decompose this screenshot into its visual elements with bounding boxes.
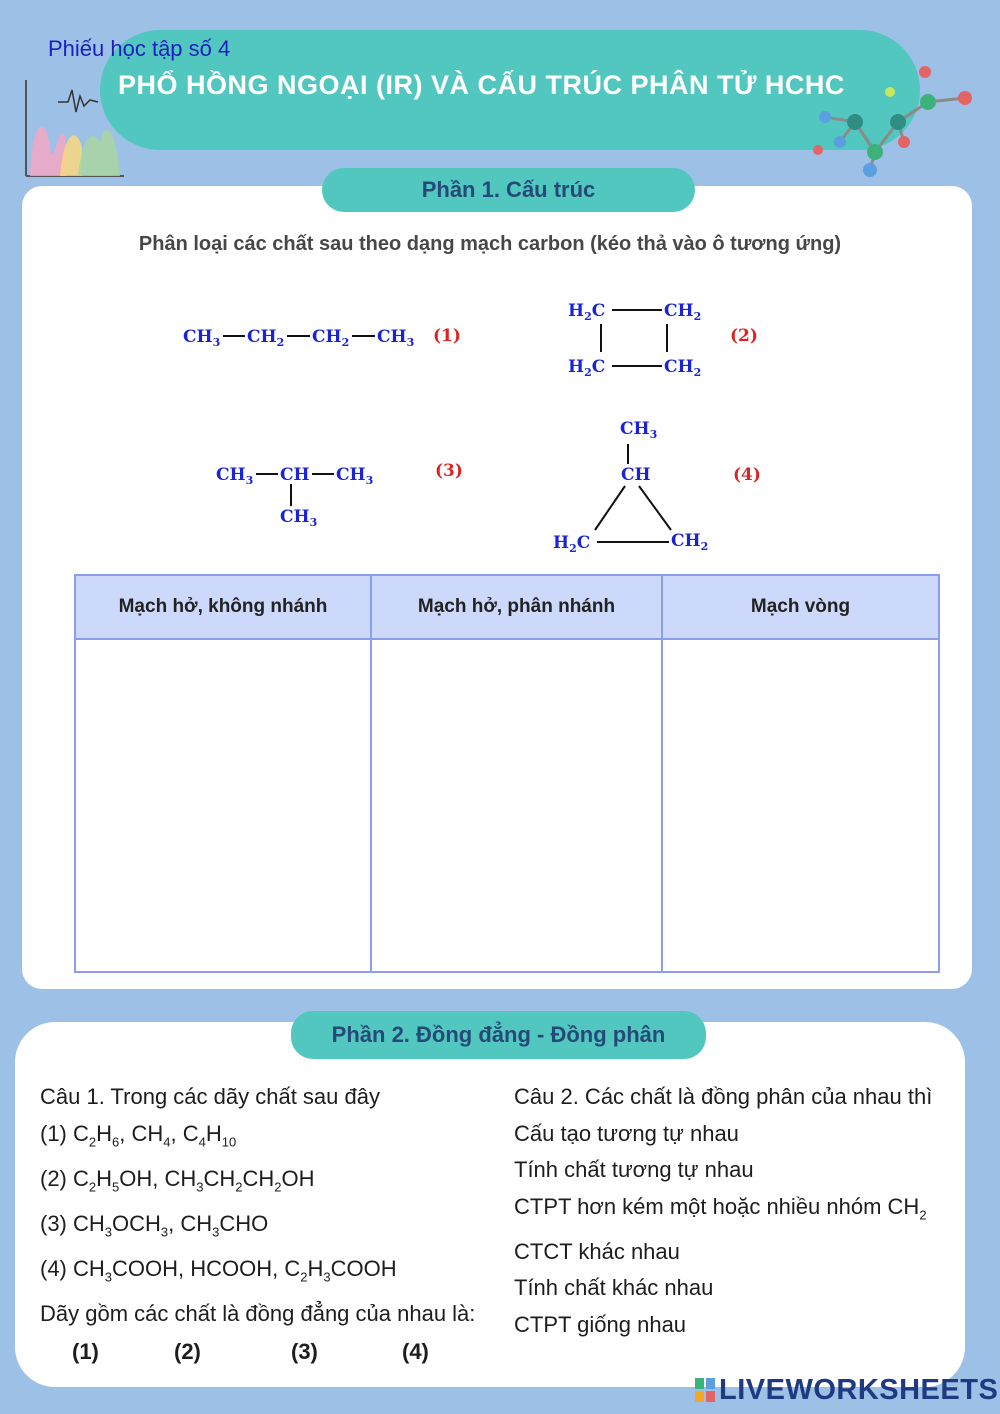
structure-3-label: (3) [435,461,463,481]
question-1-prompt: Dãy gồm các chất là đồng đẳng của nhau là: [40,1300,476,1326]
part2-heading: Phần 2. Đồng đẳng - Đồng phân [291,1011,706,1059]
svg-text:CH2: $CH_2$ [247,327,285,349]
series-1: (1) $C_2H_6$, $CH_4$, $C_4H_{10}$ [40,1120,237,1149]
svg-text:CH3: $CH_3$ [377,327,415,349]
svg-text:CH2: $CH_2$ [671,531,709,553]
structure-3[interactable] [208,456,478,532]
molecule-icon [800,62,980,184]
brand-name: LIVEWORKSHEETS [719,1374,999,1406]
column-header-open-branched: Mạch hở, phân nhánh [372,576,663,640]
ir-spectrum-icon [20,78,130,180]
column-header-open-unbranched: Mạch hở, không nhánh [76,576,372,640]
drop-zone-open-unbranched[interactable] [76,640,372,971]
svg-text:H2C: $H_2C$ [553,533,591,555]
svg-text:CH: CH [621,465,651,485]
classification-table [74,574,940,973]
series-4: (4) $CH_3COOH$, HCOOH, $C_2H_3COOH$ [40,1255,397,1284]
instruction-text: Phân loại các chất sau theo dạng mạch carbon (kéo thả vào ô tương ứng) [138,233,842,255]
svg-text:CH3: $CH_3$ [280,507,318,529]
series-3: (3) $CH_3OCH_3$, $CH_3CHO$ [40,1210,269,1239]
choice-3[interactable]: CTPT hơn kém một hoặc nhiều nhóm $CH_2$ [514,1193,927,1223]
structure-2-label: (2) [730,326,758,346]
svg-text:CH3: $CH_3$ [620,419,658,441]
sheet-label: Phiếu học tập số 4 [48,36,231,61]
page-title: PHỔ HỒNG NGOẠI (IR) VÀ CẤU TRÚC PHÂN TỬ HCHC [118,70,845,100]
question-1 [40,1079,475,1372]
svg-text:CH2: $CH_2$ [664,301,702,323]
option-4[interactable]: (4) [402,1339,429,1365]
svg-text:CH3: $CH_3$ [336,465,374,487]
choice-2[interactable]: Tính chất tương tự nhau [514,1157,754,1183]
column-header-cyclic: Mạch vòng [663,576,938,640]
option-2[interactable]: (2) [174,1339,201,1365]
option-1[interactable]: (1) [72,1339,99,1365]
option-3[interactable]: (3) [291,1339,318,1365]
svg-text:CH2: $CH_2$ [664,357,702,379]
question-2-title: Câu 2. Các chất là đồng phân của nhau thì [514,1084,933,1109]
svg-text:H2C: $H_2C$ [568,301,606,323]
choice-5[interactable]: Tính chất khác nhau [514,1275,714,1301]
question-2 [514,1079,932,1344]
choice-4[interactable]: CTCT khác nhau [514,1238,680,1264]
part1-heading: Phần 1. Cấu trúc [322,168,695,212]
series-2: (2) $C_2H_5OH$, $CH_3CH_2CH_2OH$ [40,1165,315,1194]
drop-zone-open-branched[interactable] [372,640,663,971]
choice-1[interactable]: Cấu tạo tương tự nhau [514,1120,739,1146]
structure-4[interactable] [545,412,785,558]
question-1-options [40,1332,475,1372]
svg-text:CH2: $CH_2$ [312,327,350,349]
structure-4-label: (4) [733,465,761,485]
svg-text:H2C: $H_2C$ [568,357,606,379]
structure-1-label: (1) [433,326,461,346]
question-1-title: Câu 1. Trong các dãy chất sau đây [40,1084,380,1109]
structure-2[interactable] [560,292,780,388]
svg-text:CH3: $CH_3$ [183,327,221,349]
svg-text:CH3: $CH_3$ [216,465,254,487]
structure-1[interactable] [175,318,475,354]
drop-zone-cyclic[interactable] [663,640,938,971]
svg-text:CH: CH [280,465,310,485]
brand-logo-icon [695,1378,715,1402]
choice-6[interactable]: CTPT giống nhau [514,1311,687,1337]
